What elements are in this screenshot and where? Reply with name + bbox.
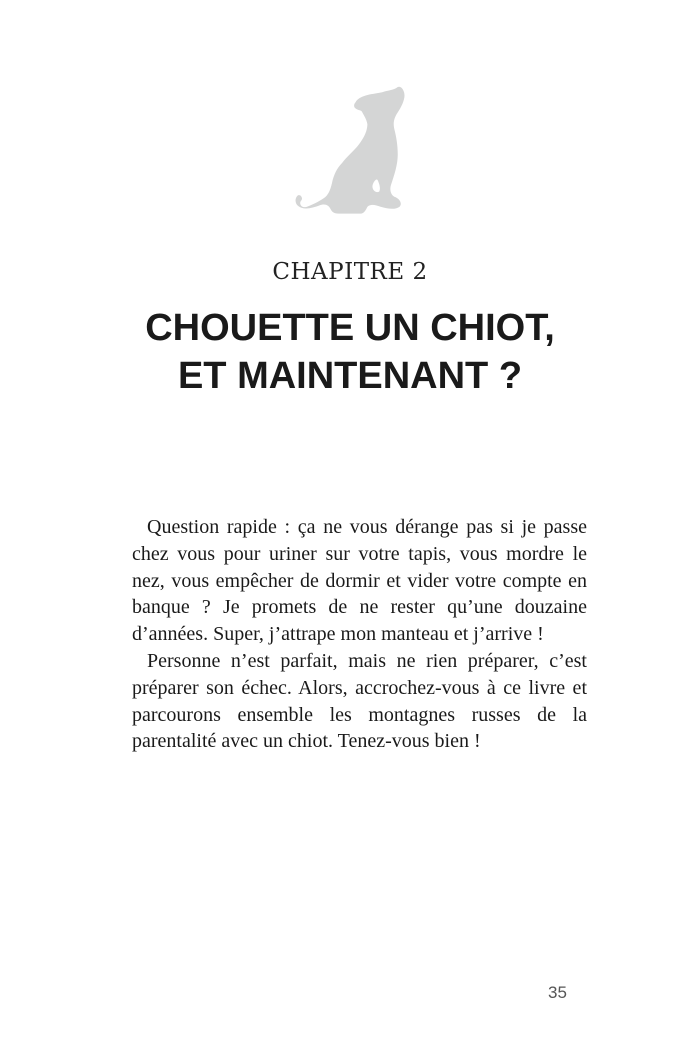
paragraph: Question rapide : ça ne vous dérange pas si je passe chez vous pour uriner sur votre tapis, vous mordre le nez, vous empêcher de dormir et vider votre compte en banque ? Je promets de ne rester qu’une douzaine d’années. Super, j’attrape mon manteau et j’arrive !	[132, 516, 587, 646]
paragraph: Personne n’est parfait, mais ne rien préparer, c’est préparer son échec. Alors, accrochez-vous à ce livre et parcourons ensemble les montagnes russes de la parentalité avec un chiot. Tenez-vous bien !	[132, 649, 587, 753]
page-number: 35	[548, 983, 567, 1002]
chapter-label: CHAPITRE 2	[272, 259, 428, 285]
chapter-title-line-2: ET MAINTENANT ?	[177, 355, 523, 397]
chapter-body	[132, 514, 587, 755]
chapter-title-line-1: CHOUETTE UN CHIOT,	[145, 307, 555, 349]
chapter-title	[0, 304, 700, 400]
sitting-dog-silhouette-icon	[283, 77, 418, 227]
